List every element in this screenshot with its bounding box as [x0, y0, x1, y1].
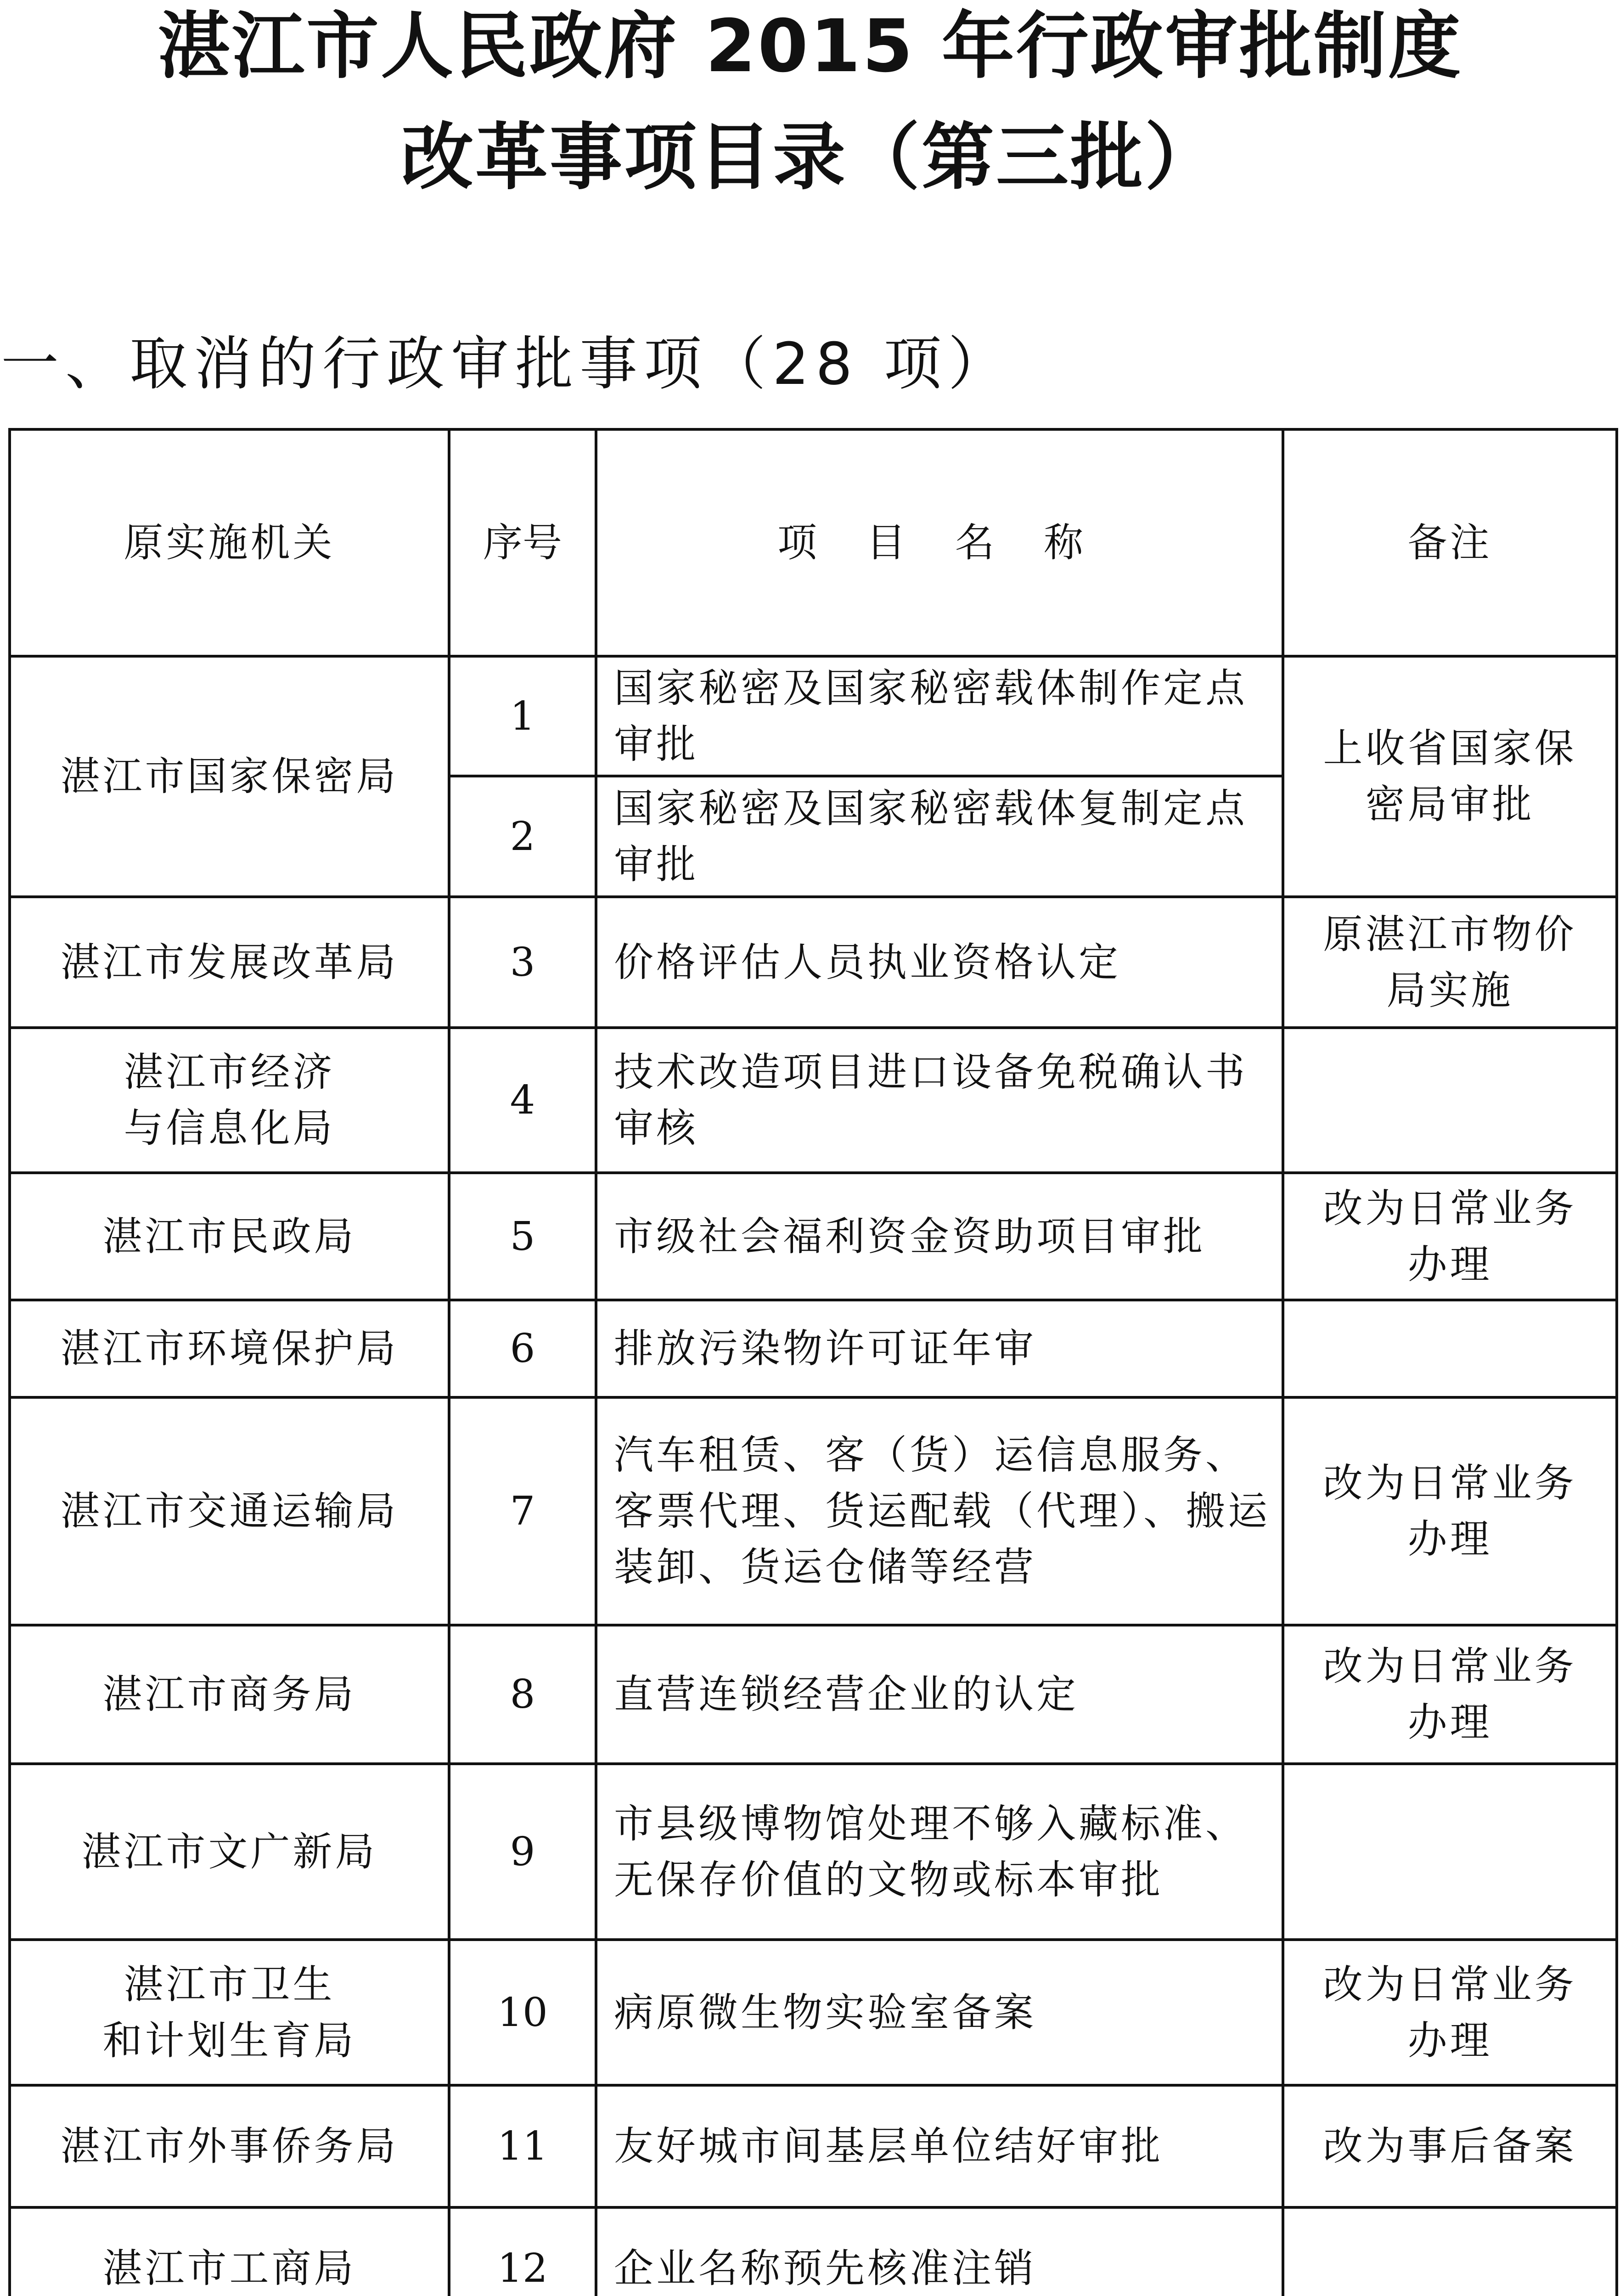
cell-agency: 湛江市工商局 — [10, 2207, 449, 2296]
table-row — [10, 1940, 1617, 2085]
cell-agency: 湛江市国家保密局 — [10, 656, 449, 897]
cell-remark: 改为日常业务办理 — [1283, 1940, 1617, 2085]
header-agency: 原实施机关 — [10, 429, 449, 656]
table-header-row — [10, 429, 1617, 656]
document-title-line-2: 改革事项目录（第三批） — [401, 115, 1219, 200]
cell-number: 3 — [449, 897, 596, 1028]
cell-item-name: 价格评估人员执业资格认定 — [596, 897, 1283, 1028]
cell-agency: 湛江市民政局 — [10, 1173, 449, 1300]
cell-item-name: 友好城市间基层单位结好审批 — [596, 2085, 1283, 2207]
cell-item-name: 病原微生物实验室备案 — [596, 1940, 1283, 2085]
table-row — [10, 1764, 1617, 1940]
cell-remark — [1283, 1764, 1617, 1940]
table-row — [10, 1300, 1617, 1397]
cell-number: 6 — [449, 1300, 596, 1397]
section-heading: 一、取消的行政审批事项（28 项） — [1, 330, 1012, 398]
cell-number: 12 — [449, 2207, 596, 2296]
cell-item-name: 排放污染物许可证年审 — [596, 1300, 1283, 1397]
cell-number: 9 — [449, 1764, 596, 1940]
cell-agency: 湛江市外事侨务局 — [10, 2085, 449, 2207]
cell-remark: 改为事后备案 — [1283, 2085, 1617, 2207]
cell-agency: 湛江市发展改革局 — [10, 897, 449, 1028]
document-title-line-1: 湛江市人民政府 2015 年行政审批制度 — [158, 4, 1462, 89]
header-item-name: 项 目 名 称 — [596, 429, 1283, 656]
cell-agency: 湛江市经济 与信息化局 — [10, 1028, 449, 1173]
header-number: 序号 — [449, 429, 596, 656]
table-row — [10, 1028, 1617, 1173]
cell-remark: 改为日常业务办理 — [1283, 1625, 1617, 1764]
table-row — [10, 1625, 1617, 1764]
cell-remark — [1283, 1300, 1617, 1397]
cell-item-name: 国家秘密及国家秘密载体复制定点审批 — [596, 776, 1283, 897]
cell-number: 10 — [449, 1940, 596, 2085]
cell-agency: 湛江市卫生 和计划生育局 — [10, 1940, 449, 2085]
cell-remark: 改为日常业务办理 — [1283, 1173, 1617, 1300]
cell-item-name: 市级社会福利资金资助项目审批 — [596, 1173, 1283, 1300]
cell-remark: 原湛江市物价局实施 — [1283, 897, 1617, 1028]
cell-remark: 改为日常业务办理 — [1283, 1397, 1617, 1625]
cell-item-name: 企业名称预先核准注销 — [596, 2207, 1283, 2296]
table-row — [10, 897, 1617, 1028]
table-row — [10, 1173, 1617, 1300]
cell-item-name: 汽车租赁、客（货）运信息服务、客票代理、货运配载（代理）、搬运装卸、货运仓储等经营 — [596, 1397, 1283, 1625]
cell-agency: 湛江市文广新局 — [10, 1764, 449, 1940]
cell-number: 1 — [449, 656, 596, 776]
cell-number: 2 — [449, 776, 596, 897]
cell-remark — [1283, 1028, 1617, 1173]
cell-number: 5 — [449, 1173, 596, 1300]
table-row — [10, 2207, 1617, 2296]
cell-item-name: 技术改造项目进口设备免税确认书审核 — [596, 1028, 1283, 1173]
cell-remark — [1283, 2207, 1617, 2296]
table-row — [10, 2085, 1617, 2207]
cell-number: 4 — [449, 1028, 596, 1173]
header-remark: 备注 — [1283, 429, 1617, 656]
table-row — [10, 656, 1617, 776]
approval-items-table — [8, 428, 1618, 2296]
cell-number: 7 — [449, 1397, 596, 1625]
cell-item-name: 直营连锁经营企业的认定 — [596, 1625, 1283, 1764]
cell-number: 11 — [449, 2085, 596, 2207]
cell-item-name: 国家秘密及国家秘密载体制作定点审批 — [596, 656, 1283, 776]
cell-agency: 湛江市环境保护局 — [10, 1300, 449, 1397]
cell-agency: 湛江市交通运输局 — [10, 1397, 449, 1625]
cell-agency: 湛江市商务局 — [10, 1625, 449, 1764]
cell-remark: 上收省国家保密局审批 — [1283, 656, 1617, 897]
table-row — [10, 1397, 1617, 1625]
cell-number: 8 — [449, 1625, 596, 1764]
cell-item-name: 市县级博物馆处理不够入藏标准、无保存价值的文物或标本审批 — [596, 1764, 1283, 1940]
